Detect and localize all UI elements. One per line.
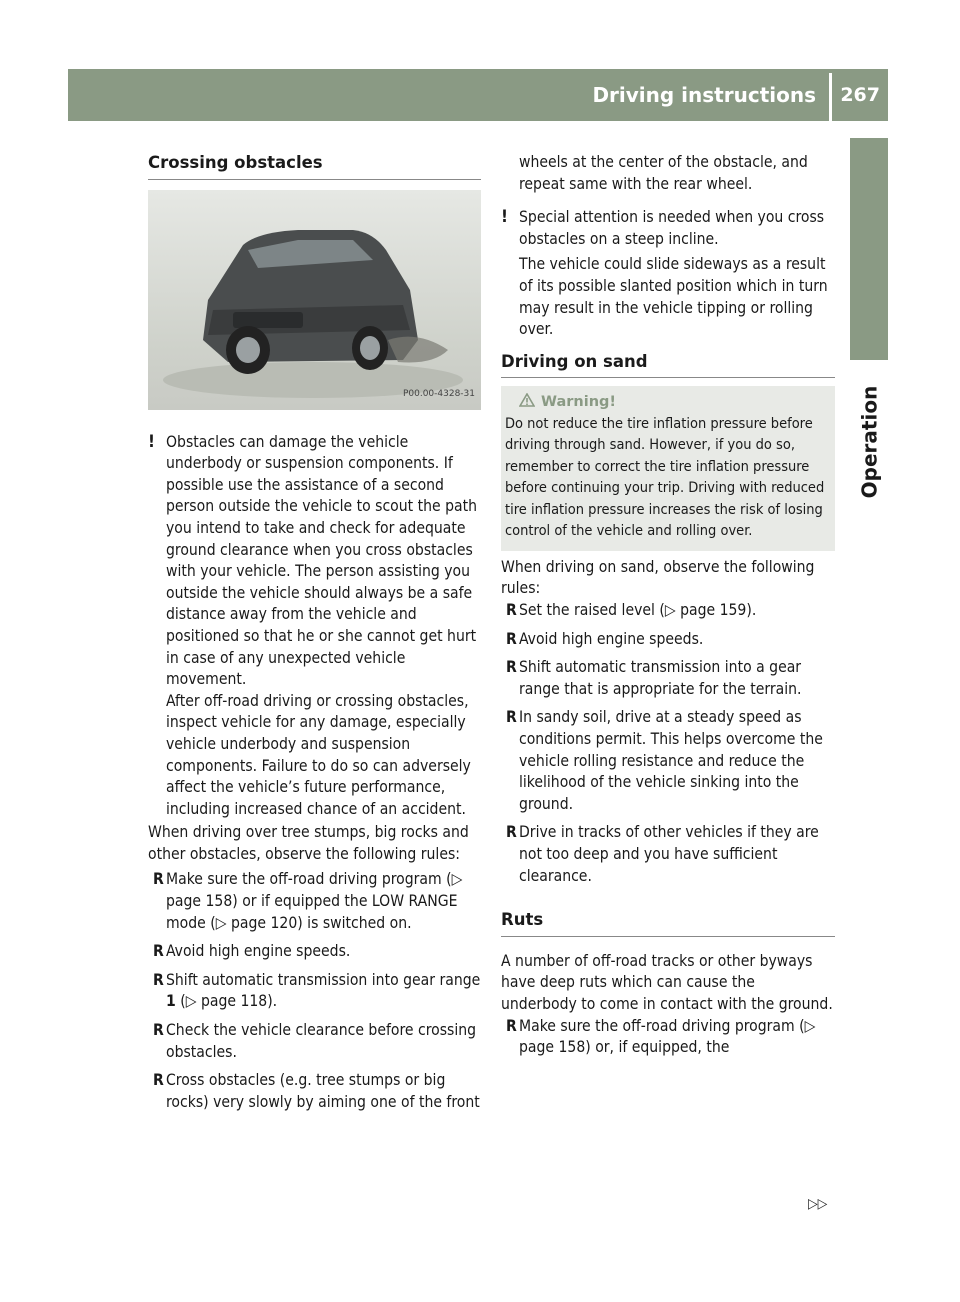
heading-driving-on-sand: Driving on sand	[501, 351, 835, 379]
bullet-icon: R	[153, 870, 164, 889]
list-item: R Avoid high engine speeds.	[501, 629, 835, 651]
warning-icon	[519, 393, 535, 407]
list-item: R In sandy soil, drive at a steady speed as conditions permit. This helps overcome the vehicle rolling resistance and reduce the likelihood of the vehicle sinking into the ground.	[506, 708, 823, 813]
bullet-icon: R	[153, 942, 164, 961]
list-item: R Set the raised level (▷ page 159).	[501, 600, 835, 622]
notice-icon: !	[148, 431, 155, 452]
bullet-icon: R	[506, 658, 517, 677]
right-column	[501, 152, 835, 1059]
bullet-icon: R	[153, 1021, 164, 1040]
section-title: Driving instructions	[592, 83, 816, 107]
suv-crossing-obstacle-image	[148, 190, 481, 410]
bullet-icon: R	[506, 708, 517, 727]
page-number: 267	[840, 84, 880, 106]
notice-text-2: After off-road driving or crossing obstacles, inspect vehicle for any damage, especially vehicle underbody and suspension components. Failure to do so can adversely affect the vehicle’s future performance, including increased chance of an accident.	[166, 691, 471, 818]
rules-intro: When driving over tree stumps, big rocks and other obstacles, observe the following rules:	[148, 823, 469, 863]
bullet-icon: R	[506, 601, 517, 620]
list-item: R Drive in tracks of other vehicles if they are not too deep and you have sufficient clearance.	[506, 823, 819, 885]
list-item: R Check the vehicle clearance before crossing obstacles.	[153, 1021, 477, 1061]
header-bar	[68, 69, 888, 121]
heading-crossing-obstacles: Crossing obstacles	[148, 152, 481, 180]
ruts-intro: A number of off-road tracks or other byways have deep ruts which can cause the underbody to come in contact with the ground.	[501, 951, 833, 1013]
continued-text: wheels at the center of the obstacle, and repeat same with the rear wheel.	[519, 153, 808, 193]
list-item: R Make sure the off-road driving program (▷ page 158) or if equipped the LOW RANGE mode (▷ page 120) is switched on.	[153, 870, 463, 932]
warning-header: Warning!	[505, 392, 831, 414]
bullet-icon: R	[153, 970, 164, 989]
chapter-label: Operation	[857, 385, 882, 499]
bullet-icon: R	[506, 629, 517, 648]
continue-arrow-icon: ▷▷	[808, 1196, 828, 1212]
list-item: R Shift automatic transmission into gear range 1 (▷ page 118).	[153, 970, 481, 1011]
list-item: R Shift automatic transmission into a gear range that is appropriate for the terrain.	[506, 658, 802, 698]
warning-text: Do not reduce the tire inflation pressure before driving through sand. However, if you do so, remember to correct the tire inflation pressure before continuing your trip. Driving with reduced tire inflation pressure increases the risk of losing control of the vehicle and rolling over.	[505, 415, 825, 540]
notice-incline	[501, 207, 835, 341]
list-item: R Avoid high engine speeds.	[148, 941, 481, 963]
list-item: R Make sure the off-road driving program (▷ page 158) or, if equipped, the	[506, 1016, 816, 1057]
figure-code: P00.00-4328-31	[402, 389, 475, 399]
notice-text-1: Obstacles can damage the vehicle underbody or suspension components. If possible use the assistance of a second person outside the vehicle to scout the path you intend to take and check for adequate ground clearance when you cross obstacles with your vehicle. The person assisting you outside the vehicle should always be a safe distance away from the vehicle and positioned so that he or she cannot get hurt in case of any unexpected vehicle movement.	[166, 432, 477, 689]
vehicle-illustration	[148, 190, 481, 410]
header-divider	[829, 73, 832, 121]
notice-text-1: Special attention is needed when you cross obstacles on a steep incline.	[519, 208, 825, 248]
heading-ruts: Ruts	[501, 909, 835, 937]
list-item: R Cross obstacles (e.g. tree stumps or big rocks) very slowly by aiming one of the front	[153, 1071, 480, 1111]
notice-text-2: The vehicle could slide sideways as a result of its possible slanted position which in turn may result in the vehicle tipping or rolling over.	[519, 255, 828, 339]
sand-rules-intro: When driving on sand, observe the following rules:	[501, 557, 815, 598]
bullet-icon: R	[506, 1016, 517, 1035]
warning-box	[501, 386, 835, 551]
left-column	[148, 152, 481, 1113]
bullet-icon: R	[506, 823, 517, 842]
notice-obstacles	[148, 432, 481, 821]
notice-icon: !	[501, 207, 508, 228]
chapter-tab	[850, 138, 888, 360]
bullet-icon: R	[153, 1071, 164, 1090]
